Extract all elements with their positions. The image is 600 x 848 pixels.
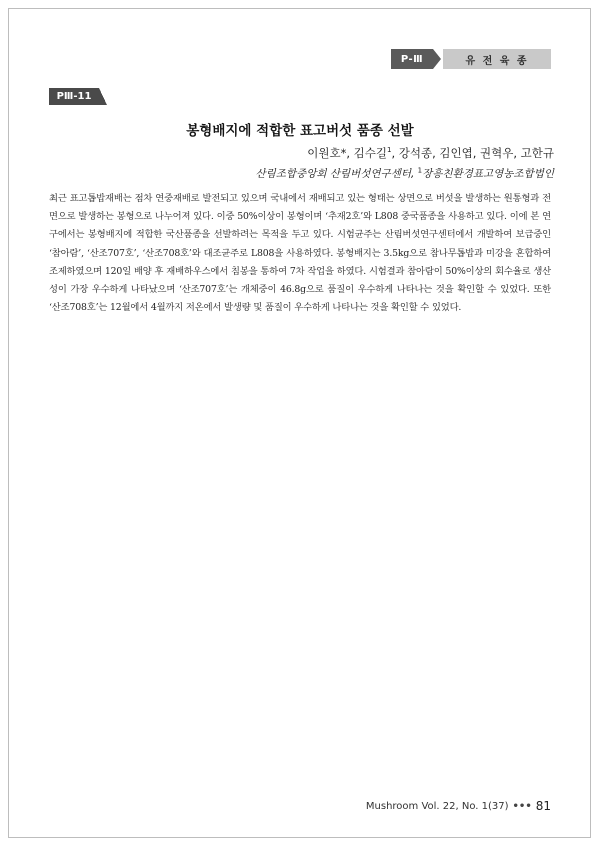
affiliation xyxy=(256,166,555,181)
footer-dots: ••• xyxy=(512,800,532,812)
affiliation-part2: 장흥친환경표고영농조합법인 xyxy=(422,168,554,180)
authors xyxy=(307,145,554,161)
abstract-text: 최근 표고톱밥재배는 점차 연중재배로 발전되고 있으며 국내에서 재배되고 있는 형태는 상면으로 버섯을 발생하는 원통형과 전면으로 발생하는 봉형으로 나누어져 있다. 이중 50%이상이 봉형이며 ‘추재2호’와 L808 중국품종을 사용하고 있다. 이에 본 연구에서는 봉형배지에 적합한 국산품종을 선발하려는 목적을 두고 있다. 시험균주는 산림버섯연구센터에서 개발하여 보급중인 ‘참아람’, ‘산조707호’, ‘산조708호’와 대조균주로 L808을 사용하였다. 봉형배지는 3.5kg으로 참나무톱밥과 미강을 혼합하여 조제하였으며 120일 배양 후 재배하우스에서 침봉을 통하여 7차 작업을 하였다. 시험결과 참아람이 50%이상의 회수율로 생산성이 가장 우수하게 나타났으며 ‘산조707호’는 개체중이 46.8g으로 품질이 우수하게 나타나는 것을 확인할 수 있었다. 또한 ‘산조708호’는 12월에서 4월까지 저온에서 발생량 및 품질이 우수하게 나타나는 것을 확인할 수 있었다. xyxy=(49,193,551,314)
journal-reference: Mushroom Vol. 22, No. 1(37) xyxy=(365,800,509,812)
paper-code-badge-slash xyxy=(99,88,107,105)
abstract xyxy=(49,190,551,317)
authors-part2: , 강석종, 김인엽, 권혁우, 고한규 xyxy=(391,146,554,160)
affiliation-part1: 산림조합중앙회 산림버섯연구센터, xyxy=(255,168,418,180)
section-name: 유 전 육 종 xyxy=(443,49,551,69)
section-code: P-Ⅲ xyxy=(391,49,433,69)
paper-code-badge: PⅢ-11 xyxy=(49,88,99,105)
authors-affiliation-mark: 1 xyxy=(386,146,392,155)
paper-title: 봉형배지에 적합한 표고버섯 품종 선발 xyxy=(186,123,414,139)
page-number: 81 xyxy=(535,799,551,813)
affiliation-mark: 1 xyxy=(417,166,423,175)
page-footer xyxy=(366,799,551,813)
authors-part1: 이원호*, 김수길 xyxy=(307,146,387,160)
section-tab xyxy=(391,49,551,69)
section-arrow-shape xyxy=(433,49,441,69)
